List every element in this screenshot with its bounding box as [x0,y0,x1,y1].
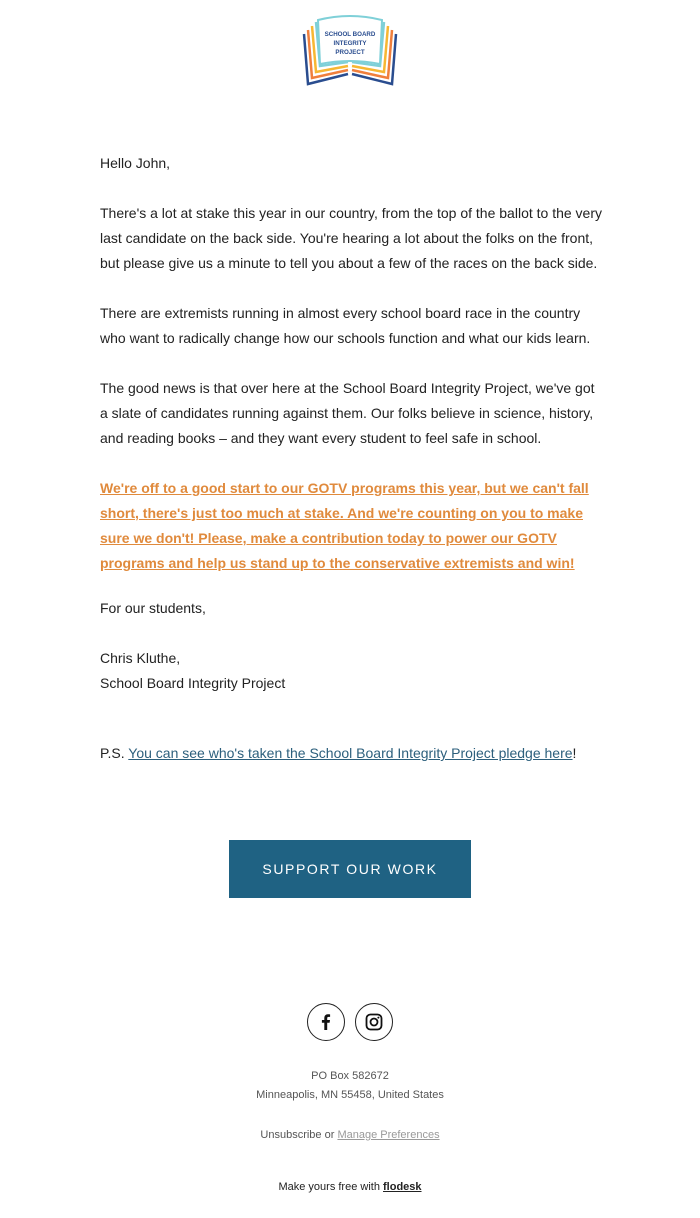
signature [100,646,605,696]
ps-prefix: P.S. [100,745,129,761]
open-book-logo [300,14,400,88]
logo [0,14,700,93]
postscript [100,741,605,766]
ps-suffix: ! [572,745,577,761]
contribution-link[interactable]: We're off to a good start to our GOTV programs this year, but we can't fall short, there's just too much at stake. And we're counting on you to make sure we don't! Please, make a contribution today to power our GOTV programs and help us stand up to the conservative extremists and win! [100,480,589,571]
made-prefix: Make yours free with [278,1181,384,1193]
logo-text-line3: PROJECT [335,49,365,56]
unsubscribe-row [0,1129,700,1141]
facebook-link[interactable] [307,1003,345,1041]
facebook-icon [316,1012,336,1032]
unsubscribe-label[interactable]: Unsubscribe [260,1129,322,1141]
social-links [0,1003,700,1041]
manage-preferences-link[interactable]: Manage Preferences [337,1129,440,1141]
cta-paragraph [100,476,605,576]
email-body [100,151,605,766]
logo-text-line1: SCHOOL BOARD [324,31,376,38]
address-line2: Minneapolis, MN 55458, United States [256,1089,444,1101]
support-our-work-button[interactable]: SUPPORT OUR WORK [229,840,471,898]
pledge-link[interactable]: You can see who's taken the School Board Integrity Project pledge here [128,745,573,761]
address-line1: PO Box 582672 [311,1070,389,1082]
flodesk-link[interactable]: flodesk [383,1181,422,1193]
paragraph-extremists: There are extremists running in almost every school board race in the country who want to radically change how our schools function and what our kids learn. [100,305,591,346]
instagram-link[interactable] [355,1003,393,1041]
paragraph-stakes: There's a lot at stake this year in our country, from the top of the ballot to the very last candidate on the back side. You're hearing a lot about the folks on the front, but please give us a minute to tell you about a few of the races on the back side. [100,205,602,271]
signer-org: School Board Integrity Project [100,675,286,691]
greeting: Hello John, [100,155,171,171]
closing: For our students, [100,600,206,616]
signer-name: Chris Kluthe, [100,650,181,666]
paragraph-good-news: The good news is that over here at the School Board Integrity Project, we've got a slate of candidates running against them. Our folks believe in science, history, and reading books – and they want every student to feel safe in school. [100,380,595,446]
or-text: or [321,1129,338,1141]
made-with-row [0,1181,700,1193]
instagram-icon [364,1012,384,1032]
logo-text-line2: INTEGRITY [333,40,367,47]
